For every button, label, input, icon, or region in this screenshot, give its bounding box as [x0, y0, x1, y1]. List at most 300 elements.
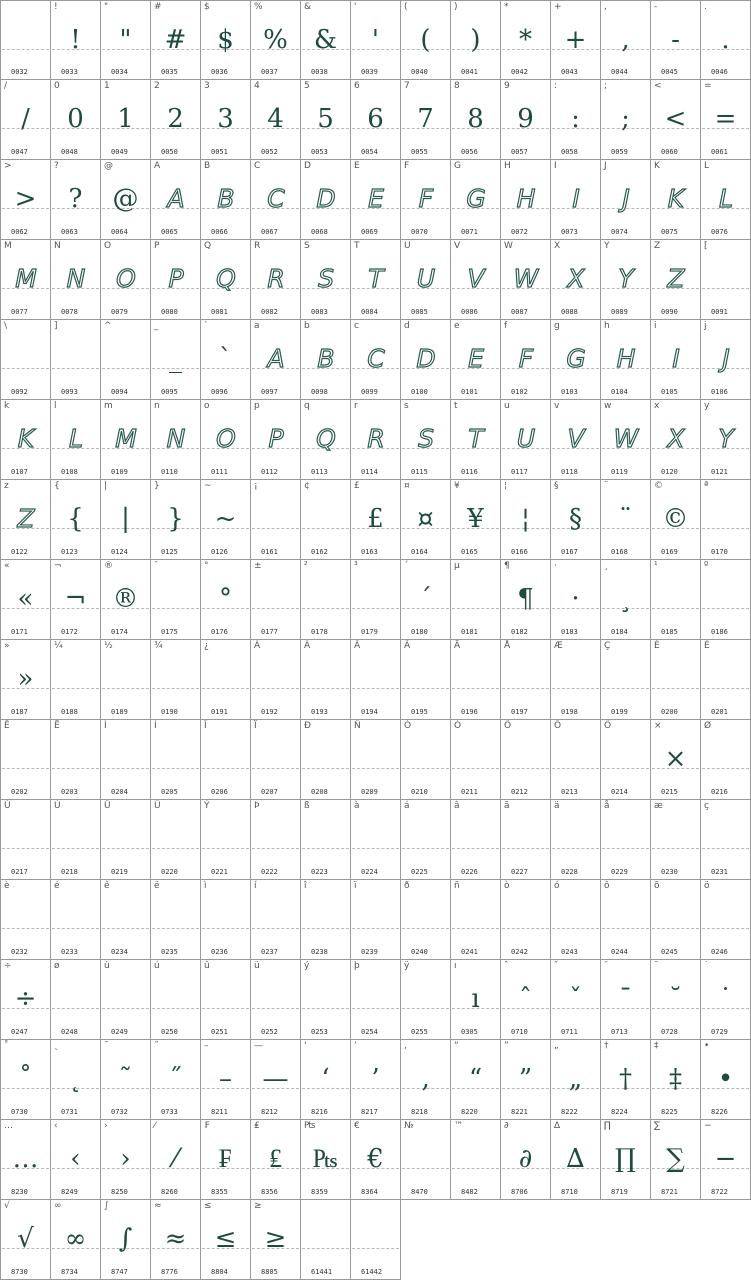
glyph-cell-label: !	[54, 2, 58, 12]
glyph-cell-label: í	[254, 881, 257, 891]
glyph-code: 8721	[661, 1188, 678, 1196]
glyph-code: 0231	[711, 868, 728, 876]
glyph-cell	[201, 0, 251, 80]
glyph-cell	[451, 720, 501, 800]
glyph-preview	[601, 896, 650, 946]
glyph-code: 0062	[11, 228, 28, 236]
glyph-cell-label: ú	[154, 961, 160, 971]
glyph-cell-label: ⁄	[154, 1121, 156, 1131]
glyph-cell	[0, 1200, 51, 1280]
glyph-cell-label: W	[504, 241, 513, 251]
glyph-code: 0124	[111, 548, 128, 556]
glyph-preview: „	[568, 1064, 583, 1094]
glyph-cell-label: ˜	[104, 1041, 109, 1051]
glyph-cell-label: M	[4, 241, 12, 251]
glyph-cell	[351, 1040, 401, 1120]
glyph-cell	[151, 160, 201, 240]
glyph-cell	[451, 240, 501, 320]
glyph-preview	[101, 896, 150, 946]
glyph-cell-label: ¼	[54, 641, 63, 651]
glyph-cell	[651, 0, 701, 80]
glyph-preview: ₧	[312, 1144, 339, 1174]
glyph-code: 0249	[111, 1028, 128, 1036]
glyph-preview	[251, 896, 300, 946]
glyph-preview: ¤	[417, 504, 434, 534]
glyph-preview	[351, 896, 400, 946]
glyph-preview	[601, 656, 650, 706]
glyph-code: 0115	[411, 468, 428, 476]
glyph-code: 0081	[211, 308, 228, 316]
glyph-preview: £	[367, 504, 384, 534]
glyph-preview	[451, 576, 500, 626]
glyph-cell-label: z	[4, 481, 9, 491]
glyph-preview	[301, 736, 350, 786]
glyph-cell-label: R	[254, 241, 261, 251]
glyph-code: 8249	[61, 1188, 78, 1196]
glyph-preview: ?	[68, 184, 83, 214]
glyph-cell	[601, 960, 651, 1040]
glyph-cell-label: 9	[504, 81, 510, 91]
glyph-code: 0068	[311, 228, 328, 236]
glyph-cell	[651, 160, 701, 240]
glyph-code: 0193	[311, 708, 328, 716]
glyph-cell	[301, 800, 351, 880]
glyph-cell-label: ∂	[504, 1121, 509, 1131]
glyph-code: 0069	[361, 228, 378, 236]
glyph-preview: $	[217, 25, 234, 55]
glyph-code: 0205	[161, 788, 178, 796]
glyph-preview: ’	[371, 1064, 380, 1094]
glyph-preview	[701, 576, 750, 626]
glyph-code: 0188	[61, 708, 78, 716]
glyph-cell	[401, 400, 451, 480]
glyph-cell-label: ^	[104, 321, 112, 331]
glyph-preview	[451, 656, 500, 706]
glyph-cell-label: ˇ	[554, 961, 559, 971]
glyph-preview	[251, 816, 300, 866]
glyph-cell	[301, 1120, 351, 1200]
glyph-preview: V	[467, 264, 484, 293]
glyph-preview: ‹	[70, 1144, 81, 1174]
glyph-cell	[251, 400, 301, 480]
glyph-cell	[551, 0, 601, 80]
glyph-code: 8250	[111, 1188, 128, 1196]
glyph-preview: `	[219, 344, 232, 374]
glyph-cell	[151, 960, 201, 1040]
glyph-code: 0731	[61, 1108, 78, 1116]
glyph-cell	[201, 160, 251, 240]
glyph-preview: “	[468, 1064, 483, 1094]
glyph-cell	[301, 640, 351, 720]
glyph-code: 8216	[311, 1108, 328, 1116]
glyph-preview	[651, 576, 700, 626]
glyph-preview: O	[216, 424, 235, 453]
glyph-cell-label: #	[154, 2, 162, 12]
glyph-preview: «	[17, 584, 34, 614]
glyph-preview: ˉ	[619, 984, 632, 1014]
glyph-preview	[201, 656, 250, 706]
glyph-preview: Q	[316, 424, 335, 453]
glyph-code: 8470	[411, 1188, 428, 1196]
glyph-cell	[701, 400, 751, 480]
glyph-cell-label: ¯	[154, 561, 159, 571]
glyph-cell-label: ˛	[54, 1041, 59, 1051]
glyph-cell	[101, 160, 151, 240]
glyph-cell-label: ´	[404, 561, 409, 571]
glyph-preview: Q	[216, 264, 235, 293]
glyph-preview: ≈	[164, 1224, 187, 1254]
glyph-code: 0168	[611, 548, 628, 556]
glyph-preview: *	[519, 25, 532, 55]
glyph-code: 0090	[661, 308, 678, 316]
glyph-preview	[301, 976, 350, 1026]
glyph-code: 0232	[11, 948, 28, 956]
glyph-preview: ∞	[64, 1224, 87, 1254]
glyph-cell	[251, 480, 301, 560]
glyph-code: 0199	[611, 708, 628, 716]
glyph-code: 0195	[411, 708, 428, 716]
glyph-code: 0245	[661, 948, 678, 956]
glyph-cell	[51, 1200, 101, 1280]
glyph-preview: –	[219, 1064, 232, 1094]
glyph-cell-label: '	[354, 2, 357, 12]
glyph-preview	[701, 256, 750, 306]
glyph-cell-label: |	[104, 481, 108, 491]
glyph-cell	[701, 160, 751, 240]
glyph-preview: 1	[117, 104, 134, 134]
glyph-cell	[501, 0, 551, 80]
glyph-cell-label: Ø	[704, 721, 712, 731]
glyph-preview: I	[572, 184, 579, 213]
glyph-cell	[651, 720, 701, 800]
glyph-preview	[401, 736, 450, 786]
glyph-preview: ≤	[214, 1224, 237, 1254]
glyph-code: 0073	[561, 228, 578, 236]
glyph-cell	[651, 640, 701, 720]
glyph-preview: I	[672, 344, 679, 373]
glyph-cell	[0, 160, 51, 240]
glyph-cell-label: æ	[654, 801, 663, 811]
glyph-cell	[501, 1040, 551, 1120]
glyph-cell-label: 3	[204, 81, 210, 91]
glyph-preview	[501, 656, 550, 706]
glyph-code: 0198	[561, 708, 578, 716]
glyph-preview: 8	[467, 104, 484, 134]
glyph-code: 0099	[361, 388, 378, 396]
glyph-cell-label: e	[454, 321, 460, 331]
glyph-cell	[451, 960, 501, 1040]
glyph-cell	[201, 880, 251, 960]
glyph-preview: S	[418, 424, 433, 453]
glyph-code: 0222	[261, 868, 278, 876]
glyph-code: 0242	[511, 948, 528, 956]
glyph-preview	[151, 736, 200, 786]
glyph-cell	[251, 1200, 301, 1280]
glyph-code: 0089	[611, 308, 628, 316]
glyph-preview: U	[416, 264, 435, 293]
glyph-cell-label: ‹	[54, 1121, 58, 1131]
glyph-cell	[501, 720, 551, 800]
glyph-cell	[551, 80, 601, 160]
glyph-cell-label: ]	[54, 321, 58, 331]
glyph-code: 0204	[111, 788, 128, 796]
glyph-code: 0165	[461, 548, 478, 556]
glyph-cell	[201, 560, 251, 640]
glyph-cell-label: ü	[254, 961, 260, 971]
glyph-cell-label: ×	[654, 721, 662, 731]
glyph-preview	[101, 656, 150, 706]
glyph-cell	[551, 240, 601, 320]
glyph-preview: @	[112, 184, 139, 214]
glyph-code: 0080	[161, 308, 178, 316]
glyph-cell-label: ˆ	[504, 961, 509, 971]
glyph-cell-label: Å	[504, 641, 511, 651]
glyph-code: 0254	[361, 1028, 378, 1036]
glyph-cell	[701, 880, 751, 960]
glyph-code: 0169	[661, 548, 678, 556]
glyph-cell	[51, 320, 101, 400]
glyph-preview: †	[619, 1064, 632, 1094]
glyph-cell-label: C	[254, 161, 261, 171]
glyph-cell-label: –	[204, 1041, 209, 1051]
glyph-code: 0055	[411, 148, 428, 156]
glyph-cell	[701, 800, 751, 880]
glyph-cell-label: ø	[54, 961, 60, 971]
glyph-preview: 9	[517, 104, 534, 134]
glyph-cell-label: ™	[454, 1121, 463, 1131]
glyph-cell-label: t	[454, 401, 458, 411]
glyph-cell	[701, 1120, 751, 1200]
glyph-preview	[651, 656, 700, 706]
glyph-code: 0187	[11, 708, 28, 716]
glyph-cell-label: +	[554, 2, 562, 12]
glyph-cell-label: È	[654, 641, 660, 651]
glyph-cell	[151, 80, 201, 160]
glyph-code: 0035	[161, 68, 178, 76]
glyph-cell-label: ¨	[604, 481, 609, 491]
glyph-code: 0229	[611, 868, 628, 876]
glyph-cell-label: Ä	[454, 641, 461, 651]
glyph-code: 0045	[661, 68, 678, 76]
glyph-cell	[601, 320, 651, 400]
glyph-cell-label: ï	[354, 881, 357, 891]
glyph-cell	[251, 1040, 301, 1120]
glyph-code: 0215	[661, 788, 678, 796]
glyph-cell	[701, 480, 751, 560]
glyph-cell	[451, 560, 501, 640]
glyph-preview	[451, 736, 500, 786]
glyph-cell-label: =	[704, 81, 712, 91]
glyph-code: 0178	[311, 628, 328, 636]
glyph-preview	[151, 976, 200, 1026]
glyph-code: 0230	[661, 868, 678, 876]
glyph-cell	[351, 240, 401, 320]
glyph-preview: }	[167, 504, 184, 534]
glyph-cell	[51, 560, 101, 640]
glyph-preview: "	[119, 25, 132, 55]
glyph-code: 0191	[211, 708, 228, 716]
glyph-preview: ≥	[264, 1224, 287, 1254]
glyph-cell	[51, 720, 101, 800]
glyph-code: 0036	[211, 68, 228, 76]
glyph-cell-label: „	[554, 1041, 559, 1051]
glyph-cell-label: ¡	[254, 481, 258, 491]
glyph-cell-label: V	[454, 241, 461, 251]
glyph-cell	[501, 560, 551, 640]
glyph-cell	[601, 720, 651, 800]
glyph-cell-label: ª	[704, 481, 709, 491]
glyph-cell	[551, 720, 601, 800]
glyph-cell-label: ”	[504, 1041, 509, 1051]
glyph-code: 0202	[11, 788, 28, 796]
glyph-preview: ~	[214, 504, 237, 534]
glyph-preview	[1, 17, 50, 67]
glyph-cell-label: è	[4, 881, 10, 891]
glyph-cell-label: Ô	[504, 721, 512, 731]
glyph-cell-label: <	[654, 81, 662, 91]
glyph-code: 0071	[461, 228, 478, 236]
glyph-preview: <	[664, 104, 687, 134]
glyph-cell	[501, 960, 551, 1040]
glyph-cell-label: P	[154, 241, 160, 251]
glyph-cell	[251, 320, 301, 400]
glyph-preview	[351, 576, 400, 626]
glyph-cell	[201, 400, 251, 480]
glyph-preview	[701, 736, 750, 786]
glyph-cell	[701, 560, 751, 640]
glyph-cell	[51, 960, 101, 1040]
glyph-code: 0084	[361, 308, 378, 316]
glyph-cell	[251, 240, 301, 320]
glyph-code: 0121	[711, 468, 728, 476]
glyph-code: 0184	[611, 628, 628, 636]
glyph-preview: Y	[718, 424, 733, 453]
glyph-code: 0092	[11, 388, 28, 396]
glyph-preview	[301, 896, 350, 946]
glyph-cell	[401, 480, 451, 560]
glyph-cell-label: Û	[104, 801, 111, 811]
glyph-cell-label: Õ	[554, 721, 562, 731]
glyph-cell	[501, 1120, 551, 1200]
glyph-cell-label: l	[54, 401, 57, 411]
glyph-cell	[651, 800, 701, 880]
glyph-cell-label: a	[254, 321, 260, 331]
glyph-code: 0248	[61, 1028, 78, 1036]
glyph-code: 0223	[311, 868, 328, 876]
glyph-code: 0070	[411, 228, 428, 236]
glyph-cell	[651, 480, 701, 560]
glyph-code: 0104	[611, 388, 628, 396]
glyph-preview	[1, 336, 50, 386]
glyph-cell	[701, 320, 751, 400]
glyph-preview: 0	[67, 104, 84, 134]
glyph-preview: E	[468, 344, 483, 373]
glyph-cell	[101, 320, 151, 400]
glyph-cell	[351, 400, 401, 480]
glyph-cell-label: Y	[604, 241, 610, 251]
glyph-cell	[551, 560, 601, 640]
glyph-code: 8211	[211, 1108, 228, 1116]
glyph-cell	[251, 560, 301, 640]
glyph-preview: D	[316, 184, 335, 213]
glyph-preview: P	[168, 264, 183, 293]
glyph-cell-label: m	[104, 401, 113, 411]
glyph-code: 0243	[561, 948, 578, 956]
glyph-code: 0100	[411, 388, 428, 396]
glyph-code: 8482	[461, 1188, 478, 1196]
glyph-cell-label: µ	[454, 561, 460, 571]
glyph-code: 0079	[111, 308, 128, 316]
glyph-preview: —	[262, 1064, 289, 1094]
glyph-cell	[601, 1040, 651, 1120]
glyph-cell-label: ₤	[254, 1121, 260, 1131]
glyph-cell	[151, 1200, 201, 1280]
glyph-code: 0255	[411, 1028, 428, 1036]
glyph-cell-label: Ú	[54, 801, 61, 811]
glyph-code: 8220	[461, 1108, 478, 1116]
glyph-preview	[451, 896, 500, 946]
glyph-code: 0059	[611, 148, 628, 156]
glyph-preview: ∂	[518, 1144, 533, 1174]
glyph-cell-label: —	[254, 1041, 263, 1051]
glyph-code: 0047	[11, 148, 28, 156]
glyph-cell	[101, 1200, 151, 1280]
glyph-code: 0172	[61, 628, 78, 636]
glyph-cell	[301, 720, 351, 800]
glyph-preview: ,	[621, 25, 630, 55]
glyph-preview	[351, 976, 400, 1026]
glyph-preview: O	[116, 264, 135, 293]
glyph-code: 0241	[461, 948, 478, 956]
glyph-preview: N	[66, 264, 85, 293]
glyph-cell	[101, 80, 151, 160]
glyph-code: 0237	[261, 948, 278, 956]
glyph-preview	[551, 736, 600, 786]
glyph-cell-label: Á	[304, 641, 311, 651]
glyph-cell-label: Ð	[304, 721, 311, 731]
glyph-code: 0728	[661, 1028, 678, 1036]
glyph-preview: T	[368, 264, 383, 293]
glyph-code: 8225	[661, 1108, 678, 1116]
glyph-preview: •	[717, 1064, 734, 1094]
glyph-code: 0113	[311, 468, 328, 476]
glyph-preview	[351, 816, 400, 866]
glyph-code: 0175	[161, 628, 178, 636]
glyph-code: 0082	[261, 308, 278, 316]
glyph-preview: L	[69, 424, 82, 453]
glyph-cell-label: k	[4, 401, 10, 411]
glyph-cell-label: à	[354, 801, 360, 811]
glyph-preview: L	[719, 184, 732, 213]
glyph-cell-label: ?	[54, 161, 59, 171]
glyph-preview: ¸	[619, 584, 632, 614]
glyph-code: 0039	[361, 68, 378, 76]
glyph-cell	[401, 640, 451, 720]
glyph-code: 0050	[161, 148, 178, 156]
glyph-code: 0176	[211, 628, 228, 636]
glyph-preview	[351, 656, 400, 706]
glyph-cell	[651, 960, 701, 1040]
glyph-cell	[0, 320, 51, 400]
glyph-preview	[251, 976, 300, 1026]
glyph-preview: X	[567, 264, 584, 293]
glyph-cell	[701, 240, 751, 320]
glyph-code: 0087	[511, 308, 528, 316]
glyph-cell	[551, 1040, 601, 1120]
glyph-cell-label: ±	[254, 561, 262, 571]
glyph-cell-label: é	[54, 881, 60, 891]
glyph-cell	[301, 400, 351, 480]
